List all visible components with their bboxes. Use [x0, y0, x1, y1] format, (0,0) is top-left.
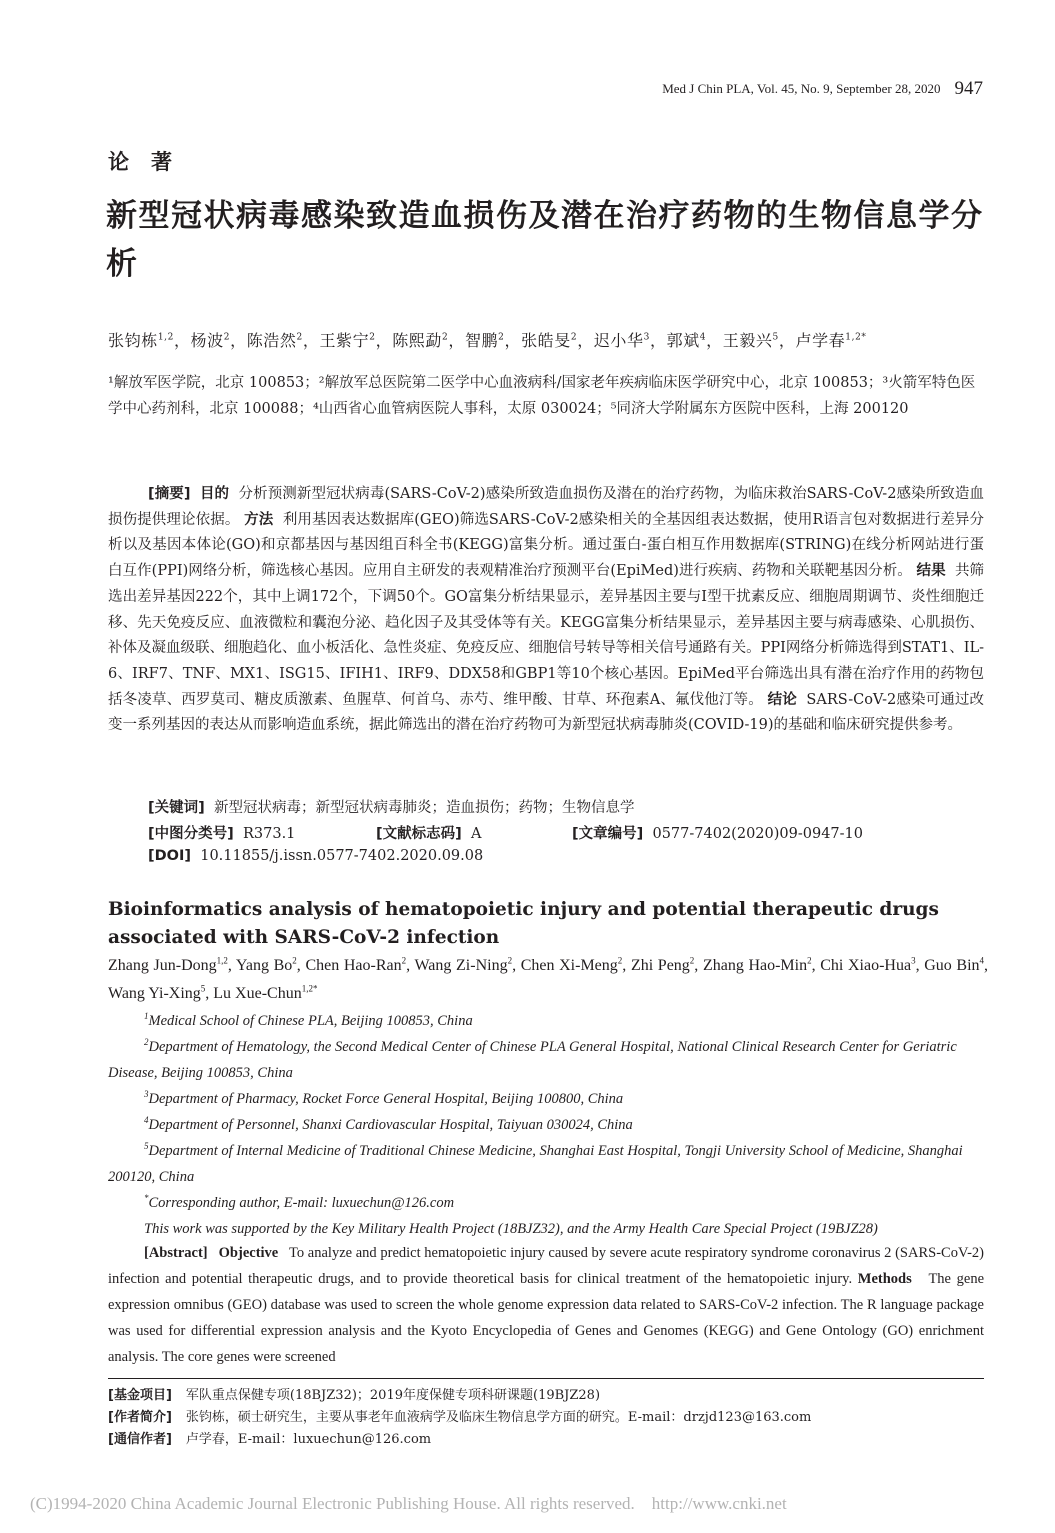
- footnote-correspondence: [通信作者] 卢学春，E-mail：luxuechun@126.com: [108, 1432, 432, 1447]
- author-cn: 王紫宁$^2$: [319, 331, 376, 350]
- author-cn: 迟小华$^3$: [593, 331, 650, 350]
- funding-note: This work was supported by the Key Military Health Project (18BJZ32), and the Army Health Care Special Project (19BJZ28): [144, 1221, 878, 1237]
- clc-label: [中图分类号]: [148, 826, 234, 842]
- page-number: 947: [954, 78, 983, 99]
- abstract-english: [108, 1240, 984, 1370]
- methods-en-text: The gene expression omnibus (GEO) database was used to screen the whole genome expression data related to SARS-CoV-2 infection. The R language package was used for differential expression analysis and the Kyoto Encyclopedia of Genes and Genomes (KEGG) and Gene Ontology (GO) enrichment analysis. The core genes were screened: [108, 1271, 985, 1365]
- results-text: 共筛选出差异基因222个，其中上调172个，下调50个。GO富集分析结果显示，差异基因主要与Ⅰ型干扰素反应、细胞周期调节、炎性细胞迁移、先天免疫反应、血液微粒和囊泡分泌、趋化因子及其受体等有关。KEGG富集分析结果显示，差异基因主要与病毒感染、心肌损伤、补体及凝血级联、细胞趋化、血小板活化、急性炎症、免疫反应、细胞信号转导等相关信号通路有关。PPI网络分析筛选得到STAT1、IL-6、IRF7、TNF、MX1、ISG15、IFIH1、IRF9、DDX58和GBP1等10个核心基因。EpiMed平台筛选出具有潜在治疗作用的药物包括冬凌草、西罗莫司、糖皮质激素、鱼腥草、何首乌、赤芍、维甲酸、甘草、环孢素A、氟伐他汀等。: [108, 563, 985, 708]
- author-cn: 张皓旻$^2$: [521, 331, 578, 350]
- results-label: 结果: [916, 563, 946, 580]
- author-cn: 郭斌$^4$: [666, 331, 707, 350]
- title-english: Bioinformatics analysis of hematopoietic injury and potential therapeutic drugs associated with SARS-CoV-2 infection: [108, 899, 939, 948]
- author-en: Zhi Peng$^2$: [630, 955, 695, 974]
- author-en: Lu Xue-Chun$^{1,2*}$: [213, 983, 318, 1002]
- copyright-watermark: (C)1994-2020 China Academic Journal Electronic Publishing House. All rights reserved. http://www.cnki.net: [30, 1494, 787, 1513]
- article-no-value: 0577-7402(2020)09-0947-10: [652, 826, 864, 842]
- running-header: [662, 78, 983, 100]
- section-label: 论著: [108, 150, 194, 174]
- author-en: Wang Zi-Ning$^2$: [414, 955, 513, 974]
- affiliation-en-2: $^2$Department of Hematology, the Second Medical Center of Chinese PLA General Hospital, National Clinical Research Center for Geriatric Disease, Beijing 100853, China: [108, 1037, 957, 1081]
- affiliation-en-5: $^5$Department of Internal Medicine of Traditional Chinese Medicine, Shanghai East Hospital, Tongji University School of Medicine, Shanghai 200120, China: [108, 1141, 963, 1185]
- methods-en-label: Methods: [857, 1271, 912, 1287]
- abstract-chinese: [108, 482, 984, 739]
- author-cn: 陈浩然$^2$: [246, 331, 303, 350]
- journal-citation: Med J Chin PLA, Vol. 45, No. 9, September 28, 2020: [662, 81, 941, 96]
- abstract-label: [摘要]: [148, 486, 191, 502]
- author-cn: 王毅兴$^5$: [722, 331, 779, 350]
- doc-code-label: [文献标志码]: [376, 826, 462, 842]
- authors-english: Zhang Jun-Dong$^{1,2}$, Yang Bo$^2$, Chen Hao-Ran$^2$, Wang Zi-Ning$^2$, Chen Xi-Meng$^2$, Zhi Peng$^2$, Zhang Hao-Min$^2$, Chi Xiao-Hua$^3$, Guo Bin$^4$, Wang Yi-Xing$^5$, Lu Xue-Chun$^{1,2*}$: [108, 955, 989, 1002]
- author-cn: 杨波$^2$: [190, 331, 231, 350]
- affiliation-en-4: $^4$Department of Personnel, Shanxi Cardiovascular Hospital, Taiyuan 030024, China: [144, 1115, 633, 1133]
- author-en: Chi Xiao-Hua$^3$: [820, 955, 916, 974]
- author-en: Chen Xi-Meng$^2$: [520, 955, 623, 974]
- author-en: Wang Yi-Xing$^5$: [108, 983, 206, 1002]
- keywords-line: [148, 796, 634, 817]
- clc-value: R373.1: [242, 826, 296, 842]
- footnote-funding: [基金项目] 军队重点保健专项(18BJZ32)；2019年度保健专项科研课题(19BJZ28): [108, 1388, 601, 1403]
- doi-value: 10.11855/j.issn.0577-7402.2020.09.08: [200, 848, 484, 864]
- author-en: Zhang Hao-Min$^2$: [702, 955, 812, 974]
- conclusion-label: 结论: [767, 691, 797, 708]
- author-en: Chen Hao-Ran$^2$: [305, 955, 407, 974]
- author-en: Yang Bo$^2$: [235, 955, 297, 974]
- methods-label: 方法: [244, 511, 274, 528]
- corresponding-author: *Corresponding author, E-mail: luxuechun@126.com: [144, 1193, 455, 1211]
- footnote-author-bio: [作者简介] 张钧栋，硕士研究生，主要从事老年血液病学及临床生物信息学方面的研究。E-mail：drzjd123@163.com: [108, 1410, 812, 1425]
- doi-label: [DOI]: [148, 848, 192, 864]
- title-chinese: 新型冠状病毒感染致造血损伤及潜在治疗药物的生物信息学分析: [106, 198, 984, 282]
- objective-en-label: Objective: [218, 1245, 279, 1261]
- authors-chinese: 张钧栋$^{1,2}$，杨波$^2$，陈浩然$^2$，王紫宁$^2$，陈熙勐$^2$，智鹏$^2$，张皓旻$^2$，迟小华$^3$，郭斌$^4$，王毅兴$^5$，卢学春$^{1,2*}$: [108, 331, 867, 350]
- keywords-value: 新型冠状病毒；新型冠状病毒肺炎；造血损伤；药物；生物信息学: [213, 800, 635, 816]
- conclusion-text: SARS-CoV-2感染可通过改变一系列基因的表达从而影响造血系统，据此筛选出的潜在治疗药物可为新型冠状病毒肺炎(COVID-19)的基础和临床研究提供参考。: [108, 691, 985, 734]
- keywords-label: [关键词]: [148, 800, 205, 816]
- classification-line: [148, 822, 988, 843]
- author-en: Zhang Jun-Dong$^{1,2}$: [108, 955, 228, 974]
- objective-text: 分析预测新型冠状病毒(SARS-CoV-2)感染所致造血损伤及潜在的治疗药物，为临床救治SARS-CoV-2感染所致造血损伤提供理论依据。: [108, 486, 984, 528]
- affiliation-en-1: $^1$Medical School of Chinese PLA, Beijing 100853, China: [144, 1011, 473, 1029]
- affiliation-en-3: $^3$Department of Pharmacy, Rocket Force General Hospital, Beijing 100800, China: [144, 1089, 624, 1107]
- footnote-rule: [108, 1378, 984, 1379]
- objective-label: 目的: [199, 486, 230, 502]
- author-cn: 陈熙勐$^2$: [392, 331, 449, 350]
- doc-code-value: A: [470, 826, 482, 842]
- objective-en-text: To analyze and predict hematopoietic injury caused by severe acute respiratory syndrome coronavirus 2 (SARS-CoV-2) infection and potential therapeutic drugs, and to provide theoretical basis for clinical treatment of the hematopoietic injury.: [108, 1245, 984, 1287]
- author-en: Guo Bin$^4$: [924, 955, 985, 974]
- author-cn: 智鹏$^2$: [464, 331, 505, 350]
- doi-line: [148, 848, 483, 864]
- author-cn: 卢学春$^{1,2*}$: [795, 331, 867, 350]
- methods-text: 利用基因表达数据库(GEO)筛选SARS-CoV-2感染相关的全基因组表达数据，使用R语言包对数据进行差异分析以及基因本体论(GO)和京都基因与基因组百科全书(KEGG)富集分析。通过蛋白-蛋白相互作用数据库(STRING)在线分析网站进行蛋白互作(PPI)网络分析，筛选核心基因。应用自主研发的表观精准治疗预测平台(EpiMed)进行疾病、药物和关联靶基因分析。: [108, 511, 985, 580]
- author-cn: 张钧栋$^{1,2}$: [108, 331, 174, 350]
- abstract-en-label: [Abstract]: [144, 1245, 208, 1261]
- article-no-label: [文章编号]: [572, 826, 644, 842]
- affiliations-chinese: ¹解放军医学院，北京 100853；²解放军总医院第二医学中心血液病科/国家老年疾病临床医学研究中心，北京 100853；³火箭军特色医学中心药剂科，北京 100088；⁴山西省心血管病医院人事科，太原 030024；⁵同济大学附属东方医院中医科，上海 200120: [108, 375, 976, 417]
